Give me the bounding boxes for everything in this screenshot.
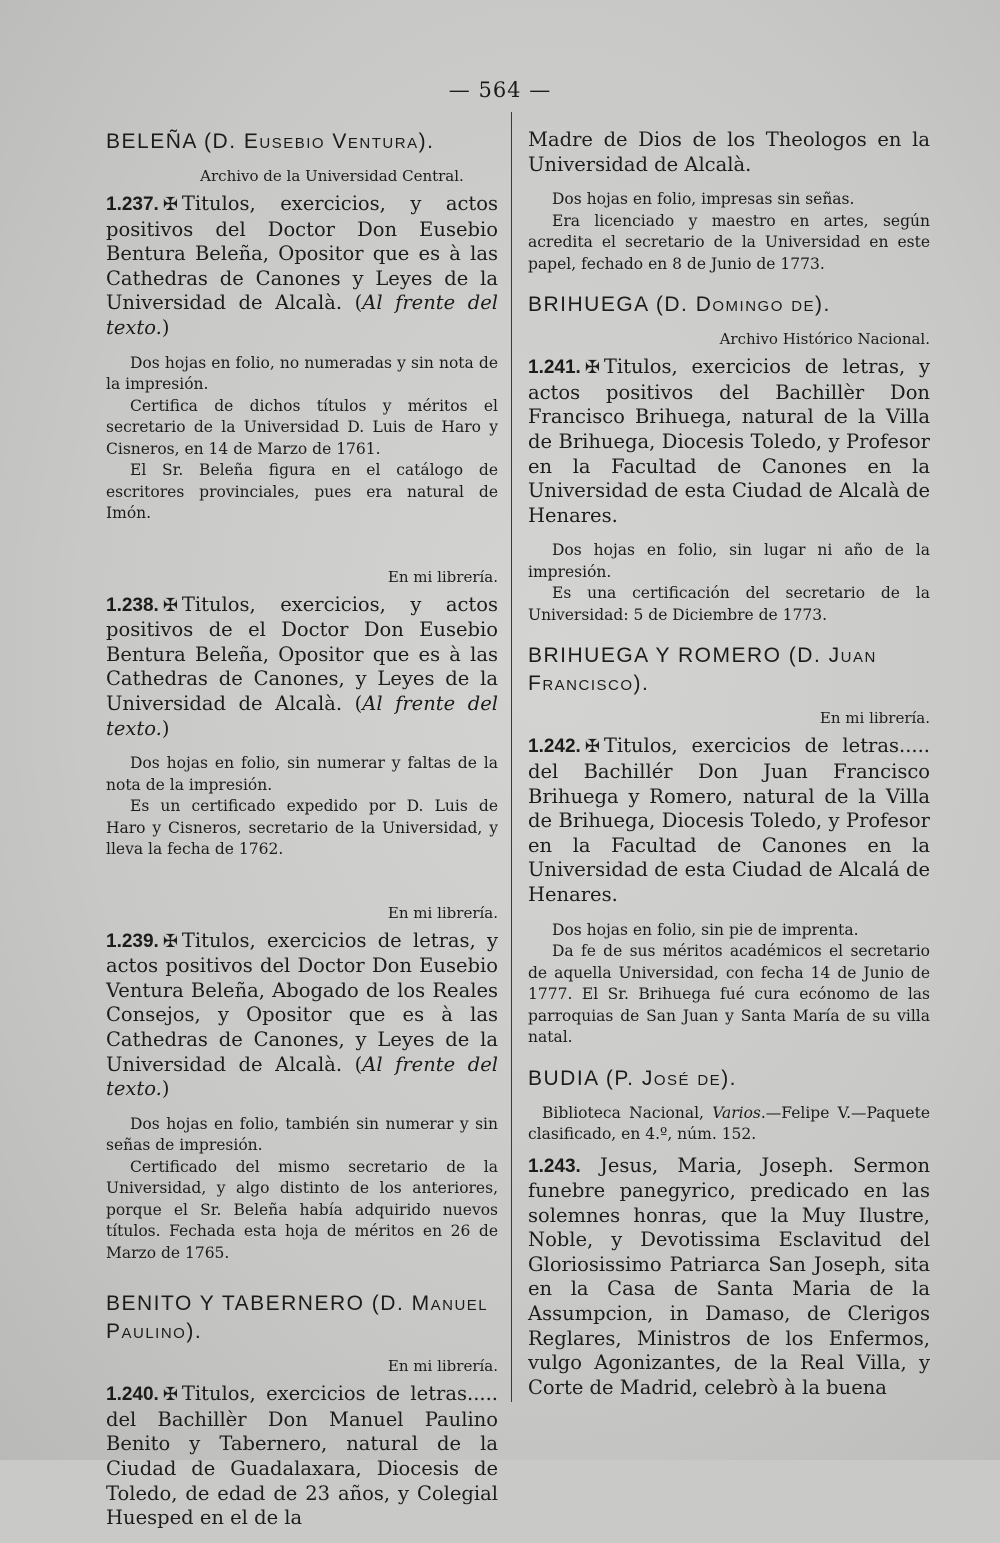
note: Certifica de dichos títulos y méritos el secretario de la Universidad D. Luis de Haro y Cisneros, en 14 de Marzo de 1761. [106,396,498,458]
heading-brihuega-romero: BRIHUEGA Y ROMERO (D. Juan Francisco). [528,644,877,696]
cross-icon: ✠ [584,736,600,758]
source-label: En mi librería. [387,1357,498,1376]
heading-belena: BELEÑA (D. Eusebio Ventura). [106,130,435,153]
notes-1240 [528,189,930,275]
page-number: — 564 — [448,78,552,102]
column-divider [511,112,512,1402]
source-label: En mi librería. [819,709,930,728]
cross-icon: ✠ [584,357,600,379]
note: Dos hojas en folio, impresas sin señas. [552,190,855,209]
notes-1242 [528,920,930,1049]
note: El Sr. Beleña figura en el catálogo de escritores provinciales, pues era natural de Imón. [106,461,498,523]
notes-1239 [106,1114,498,1265]
note: Da fe de sus méritos académicos el secretario de aquella Universidad, con fecha 14 de Junio de 1777. El Sr. Brihuega fué cura ecónomo de las parroquias de San Juan y Santa María de su villa natal. [528,942,930,1046]
entry-1242: 1.242. ✠ Titulos, exercicios de letras..... del Bachillér Don Juan Francisco Brihuega y Romero, natural de la Villa de Brihuega, Diocesis Toledo, y Profesor en la Facultad de Canones en la Universidad de esta Ciudad de Alcalá de Henares. [528,734,930,906]
note: Era licenciado y maestro en artes, según acredita el secretario de la Universidad en este papel, fechado en 8 de Junio de 1773. [528,211,930,273]
cross-icon: ✠ [162,930,178,952]
note: Es un certificado expedido por D. Luis de Haro y Cisneros, secretario de la Universidad, y lleva la fecha de 1762. [106,797,498,859]
note: Dos hojas en folio, también sin numerar y sin señas de impresión. [106,1114,498,1155]
notes-1238 [106,753,498,861]
heading-brihuega: BRIHUEGA (D. Domingo de). [528,293,831,317]
note: Dos hojas en folio, sin pie de imprenta. [552,920,859,939]
source-label: Archivo Histórico Nacional. [719,330,930,349]
entry-1240-continued: Madre de Dios de los Theologos en la Universidad de Alcalà. [528,128,930,176]
note: Dos hojas en folio, no numeradas y sin nota de la impresión. [106,353,498,394]
heading-benito: BENITO Y TABERNERO (D. Manuel Paulino). [106,1292,489,1344]
source-label: Biblioteca Nacional, Varios.—Felipe V.—Paquete clasificado, en 4.º, núm. 152. [528,1103,930,1143]
right-column [528,128,930,1412]
entry-1238: 1.238. ✠ Titulos, exercicios, y actos positivos de el Doctor Don Eusebio Bentura Beleña, Opositor que es à las Cathedras de Canones, y Leyes de la Universidad de Alcalà. (Al frente del texto.) [106,592,498,740]
notes-1237 [106,353,498,525]
entry-1237: 1.237. ✠ Titulos, exercicios, y actos positivos del Doctor Don Eusebio Bentura Beleña, Opositor que es à las Cathedras de Canones y Leyes de la Universidad de Alcalà. (Al frente del texto.) [106,192,498,339]
source-label: En mi librería. [387,903,498,922]
note: Dos hojas en folio, sin lugar ni año de la impresión. [528,541,930,581]
cross-icon: ✠ [162,194,178,215]
note: Certificado del mismo secretario de la Universidad, y algo distinto de los anteriores, porque el Sr. Beleña había adquirido nuevos títulos. Fechada esta hoja de méritos en 26 de Marzo de 1765. [106,1157,498,1262]
entry-1239: 1.239. ✠ Titulos, exercicios de letras, y actos positivos del Doctor Don Eusebio Ventura Beleña, Abogado de los Reales Consejos, y Opositor que es à las Cathedras de Canones, y Leyes de la Universidad de Alcalà. (Al frente del texto.) [106,928,498,1101]
note: Es una certificación del secretario de la Universidad: 5 de Diciembre de 1773. [528,584,930,624]
source-label: En mi librería. [387,567,498,586]
entry-1240: 1.240. ✠ Titulos, exercicios de letras..... del Bachillèr Don Manuel Paulino Benito y Tabernero, natural de la Ciudad de Guadalaxara, Diocesis de Toledo, de edad de 23 años, y Colegial Huesped en el de la [106,1382,498,1530]
cross-icon: ✠ [162,594,178,616]
notes-1241 [528,540,930,626]
left-column [106,128,498,1543]
cross-icon: ✠ [162,1384,178,1406]
note: Dos hojas en folio, sin numerar y faltas de la nota de la impresión. [106,754,498,794]
entry-1241: 1.241. ✠ Titulos, exercicios de letras, y actos positivos del Bachillèr Don Francisco Brihuega, natural de la Villa de Brihuega, Diocesis Toledo, y Profesor en la Facultad de Canones en la Universidad de esta Ciudad de Alcalà de Henares. [528,355,930,527]
entry-1243: 1.243. Jesus, Maria, Joseph. Sermon funebre panegyrico, predicado en las solemnes honras, que la Muy Ilustre, Noble, y Devotissima Esclavitud del Gloriosissimo Patriarca San Joseph, sita en la Casa de Santa Maria de la Assumpcion, in Damaso, de Clerigos Reglares, Ministros de los Enfermos, vulgo Agonizantes, de la Real Villa, y Corte de Madrid, celebrò à la buena [528,1153,930,1399]
heading-budia: BUDIA (P. José de). [528,1066,738,1090]
source-label: Archivo de la Universidad Central. [200,167,464,185]
